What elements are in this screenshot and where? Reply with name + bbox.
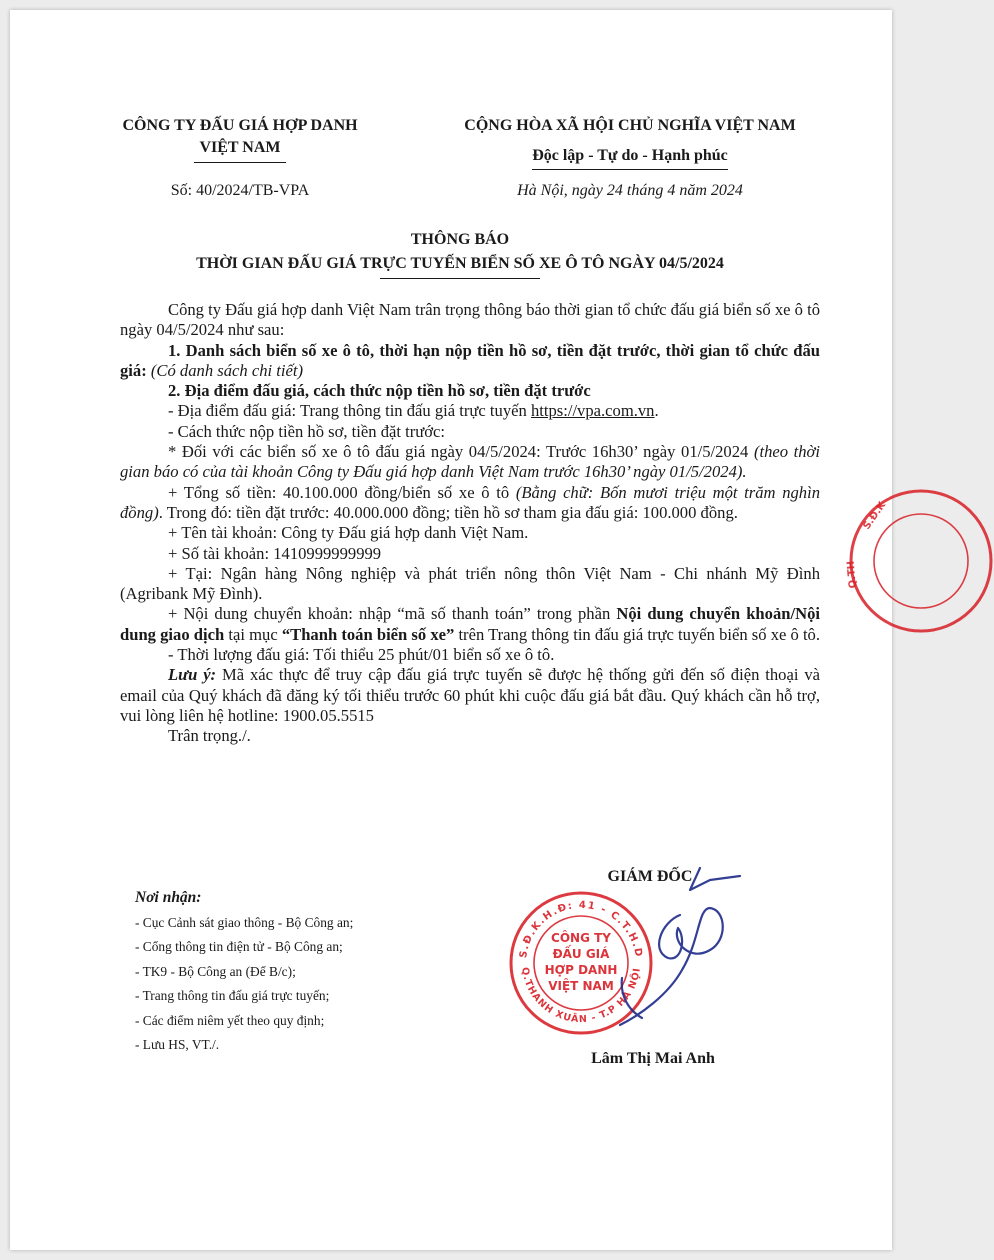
recipient-item: - Cục Cảnh sát giao thông - Bộ Công an; — [135, 914, 354, 930]
transfer-section-name: “Thanh toán biển số xe” — [281, 624, 455, 644]
document-page — [10, 10, 892, 1250]
recipient-item: - Các điểm niêm yết theo quy định; — [135, 1012, 325, 1028]
note-text: Mã xác thực để truy cập đấu giá trực tuyến sẽ được hệ thống gửi đến số điện thoại và email của Quý khách đã đăng ký tối thiểu trước 60 phút khi cuộc đấu giá bắt đầu. Quý khách cần hỗ trợ, vui lòng liên hệ hotline: 1900.05.5515 — [120, 665, 820, 725]
section-2-heading: 2. Địa điểm đấu giá, cách thức nộp tiền hồ sơ, tiền đặt trước — [168, 381, 591, 401]
transfer-content — [120, 604, 820, 645]
transfer-text-c: tại mục — [228, 624, 278, 644]
total-amount-breakdown: . Trong đó: tiền đặt trước: 40.000.000 đồng; tiền hồ sơ tham gia đấu giá: 100.000 đồng. — [158, 502, 738, 522]
transfer-field-name: Nội dung chuyển khoản/Nội dung giao dịch — [120, 604, 820, 644]
payment-deadline — [120, 442, 820, 483]
national-motto: Độc lập - Tự do - Hạnh phúc — [532, 145, 728, 170]
signer-name: Lâm Thị Mai Anh — [591, 1050, 715, 1067]
auction-location: - Địa điểm đấu giá: Trang thông tin đấu giá trực tuyến https://vpa.com.vn. — [168, 401, 659, 421]
recipient-item: - Lưu HS, VT./. — [135, 1037, 220, 1052]
account-name: + Tên tài khoản: Công ty Đấu giá hợp danh Việt Nam. — [168, 523, 529, 543]
section-1 — [120, 341, 820, 382]
transfer-text-a: + Nội dung chuyển khoản: nhập “mã số thanh toán” trong phần — [168, 604, 611, 624]
edge-seal — [845, 488, 994, 634]
edge-seal-mark-1: S.Đ.K — [861, 500, 889, 532]
bank-name: + Tại: Ngân hàng Nông nghiệp và phát triển nông thôn Việt Nam - Chi nhánh Mỹ Đình (Agribank Mỹ Đình). — [120, 563, 820, 604]
title-underline — [380, 278, 540, 279]
document-number: Số: 40/2024/TB-VPA — [170, 182, 310, 199]
total-amount-text: + Tổng số tiền: 40.100.000 đồng/biển số xe ô tô — [168, 482, 510, 502]
payment-deadline-note: (theo thời gian báo có của tài khoản Công ty Đấu giá hợp danh Việt Nam trước 16h30’ ngày 01/5/2024). — [120, 442, 821, 482]
issuer-header — [80, 115, 400, 163]
section-1-note: (Có danh sách chi tiết) — [150, 360, 303, 380]
seal-line-2: ĐẤU GIÁ — [552, 947, 610, 961]
handwritten-signature — [550, 850, 750, 1030]
seal-line-1: CÔNG TY — [551, 931, 611, 945]
note-paragraph — [120, 665, 820, 726]
title-line2: THỜI GIAN ĐẤU GIÁ TRỰC TUYẾN BIỂN SỐ XE Ô TÔ NGÀY 04/5/2024 — [196, 255, 724, 272]
recipient-item: - Trang thông tin đấu giá trực tuyến; — [135, 988, 330, 1003]
issuer-name-line1: CÔNG TY ĐẤU GIÁ HỢP DANH — [122, 117, 358, 134]
total-amount-in-words: (Bằng chữ: Bốn mươi triệu một trăm nghìn đồng) — [120, 482, 821, 522]
auction-location-text: - Địa điểm đấu giá: Trang thông tin đấu giá trực tuyến — [168, 401, 527, 421]
section-1-heading: 1. Danh sách biển số xe ô tô, thời hạn nộp tiền hồ sơ, tiền đặt trước, thời gian tổ chức đấu giá: — [120, 340, 820, 380]
signer-title: GIÁM ĐỐC — [607, 868, 693, 885]
total-amount — [120, 483, 820, 524]
document-title — [70, 228, 850, 279]
payment-deadline-text: * Đối với các biển số xe ô tô đấu giá ngày 04/5/2024: Trước 16h30’ ngày 01/5/2024 — [168, 442, 749, 462]
recipients-label: Nơi nhận: — [135, 889, 202, 906]
edge-seal-mark-2: Q.TH — [845, 560, 859, 589]
seal-ring-top-text: S.Đ.K.H.Đ: 41 - C.T.H.D — [518, 899, 644, 959]
document-body — [120, 300, 820, 747]
recipient-item: - Cổng thông tin điện tử - Bộ Công an; — [135, 939, 343, 954]
country-name: CỘNG HÒA XÃ HỘI CHỦ NGHĨA VIỆT NAM — [464, 117, 796, 134]
payment-method-heading: - Cách thức nộp tiền hồ sơ, tiền đặt trước: — [168, 421, 446, 441]
recipient-item: - TK9 - Bộ Công an (Để B/c); — [135, 963, 296, 979]
title-line1: THÔNG BÁO — [410, 231, 510, 248]
account-number: + Số tài khoản: 1410999999999 — [168, 543, 382, 563]
place-and-date: Hà Nội, ngày 24 tháng 4 năm 2024 — [517, 182, 743, 199]
auction-duration: - Thời lượng đấu giá: Tối thiểu 25 phút/01 biển số xe ô tô. — [168, 645, 555, 665]
seal-line-4: VIỆT NAM — [548, 979, 614, 993]
seal-line-3: HỢP DANH — [544, 963, 618, 977]
national-header — [430, 115, 830, 170]
seal-ring-bottom-text: Q.THANH XUÂN - T.P HÀ NỘI — [519, 966, 643, 1026]
issuer-name-line2: VIỆT NAM — [199, 139, 281, 156]
closing-line: Trân trọng./. — [168, 726, 251, 746]
intro-paragraph: Công ty Đấu giá hợp danh Việt Nam trân trọng thông báo thời gian tổ chức đấu giá biển số xe ô tô ngày 04/5/2024 như sau: — [120, 300, 820, 340]
note-label: Lưu ý: — [168, 665, 217, 685]
issuer-underline — [194, 162, 286, 163]
auction-website-link[interactable]: https://vpa.com.vn — [530, 401, 655, 421]
transfer-text-d: trên Trang thông tin đấu giá trực tuyến biển số xe ô tô. — [458, 624, 820, 644]
recipients-block — [135, 886, 465, 1058]
